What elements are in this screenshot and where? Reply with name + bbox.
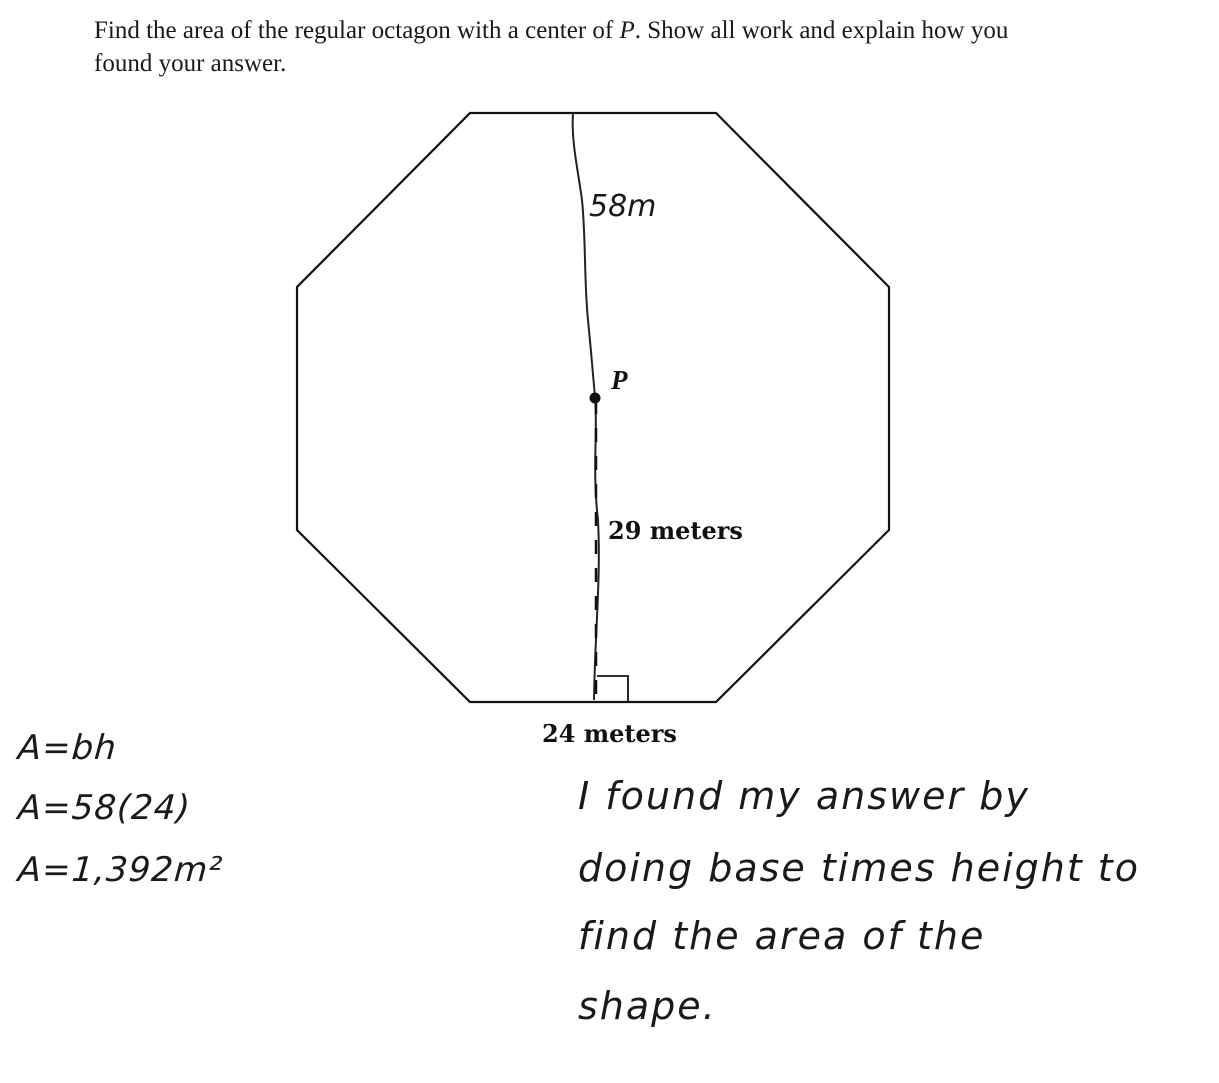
- question-variable-p: P: [619, 17, 635, 44]
- center-point: [590, 393, 601, 404]
- explanation-line-1: I found my answer by: [578, 774, 1030, 818]
- explanation-line-4: shape.: [578, 984, 717, 1028]
- center-label: P: [611, 365, 628, 395]
- work-line-substitution: A=58(24): [16, 788, 193, 828]
- question-line-1-end: . Show all work and explain how you: [634, 17, 1009, 44]
- right-angle-marker: [597, 676, 628, 702]
- question-line-1-start: Find the area of the regular octagon with a center of: [94, 17, 620, 44]
- handwritten-height-label: 58m: [589, 189, 657, 224]
- question-line-2: found your answer.: [94, 50, 287, 77]
- explanation-line-3: find the area of the: [578, 914, 986, 958]
- work-line-result: A=1,392m²: [16, 850, 225, 890]
- explanation-line-2: doing base times height to: [578, 846, 1140, 890]
- work-line-formula: A=bh: [16, 728, 119, 768]
- side-label: 24 meters: [542, 719, 677, 748]
- apothem-label: 29 meters: [608, 516, 743, 545]
